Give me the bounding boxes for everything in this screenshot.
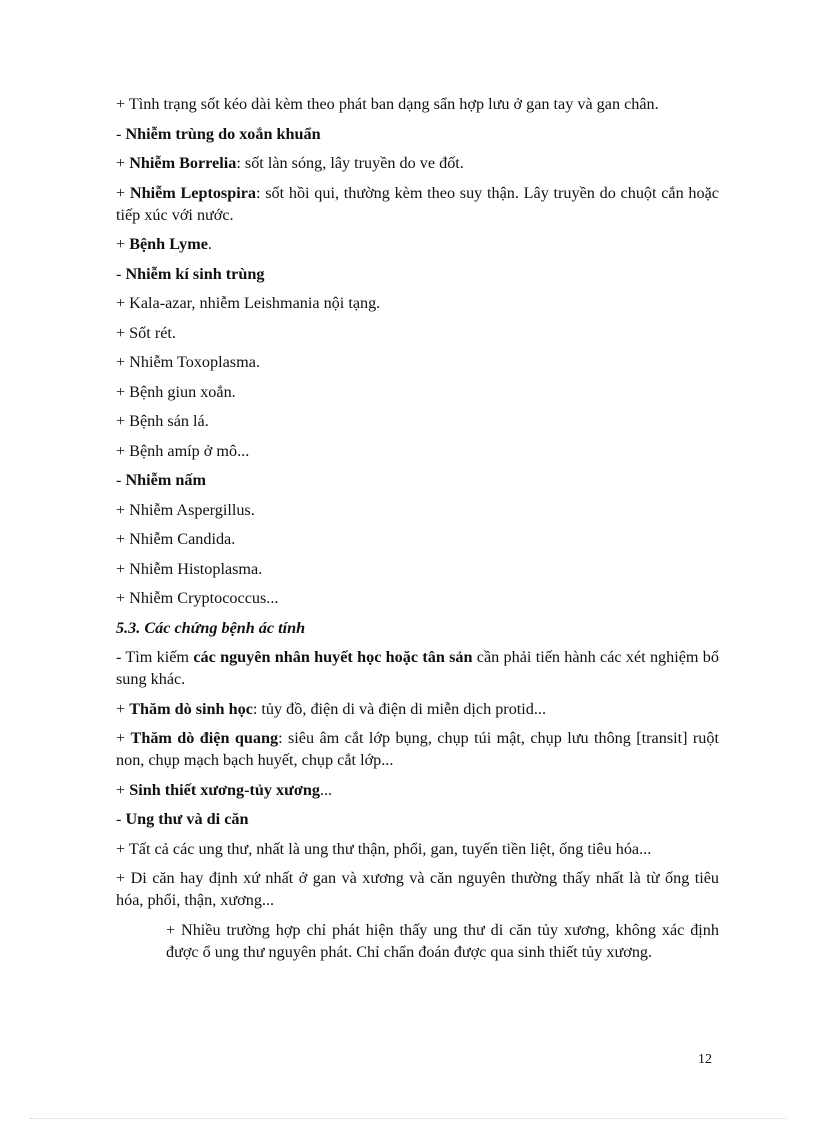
paragraph: - Tìm kiếm các nguyên nhân huyết học hoặc tân sản cần phải tiến hành các xét nghiệm bổ sung khác. [116, 648, 719, 688]
list-item: + Bệnh giun xoắn. [116, 382, 236, 401]
paragraph: + Di căn hay định xứ nhất ở gan và xương và căn nguyên thường thấy nhất là từ ống tiêu hóa, phổi, thận, xương... [116, 869, 719, 909]
section-heading: 5.3. Các chứng bệnh ác tính [116, 618, 306, 637]
subheading: - Nhiễm trùng do xoắn khuẩn [116, 124, 321, 143]
list-item: + Nhiễm Candida. [116, 530, 236, 548]
subheading: - Nhiễm kí sinh trùng [116, 264, 265, 283]
page-bottom-divider [30, 1118, 786, 1119]
page-number: 12 [698, 1052, 712, 1067]
list-item: + Nhiễm Histoplasma. [116, 559, 263, 578]
paragraph: + Bệnh Lyme. [116, 235, 212, 253]
paragraph: + Tất cả các ung thư, nhất là ung thư thận, phổi, gan, tuyến tiền liệt, ống tiêu hóa... [116, 839, 652, 858]
subheading: - Nhiễm nấm [116, 471, 206, 489]
list-item: + Nhiễm Cryptococcus... [116, 589, 279, 607]
indented-paragraph: + Nhiều trường hợp chỉ phát hiện thấy ung thư di căn tủy xương, không xác định được ổ ung thư nguyên phát. Chỉ chẩn đoán được qua sinh thiết tủy xương. [166, 920, 719, 961]
paragraph: + Thăm dò điện quang: siêu âm cắt lớp bụng, chụp túi mật, chụp lưu thông [transit] ruột non, chụp mạch bạch huyết, chụp cắt lớp... [116, 729, 719, 769]
paragraph: + Thăm dò sinh học: tủy đồ, điện di và điện di miễn dịch protid... [116, 699, 547, 718]
list-item: + Nhiễm Aspergillus. [116, 500, 255, 519]
subheading: - Ung thư và di căn [116, 810, 249, 828]
document-body [116, 93, 719, 970]
paragraph: + Sinh thiết xương-tủy xương... [116, 780, 333, 799]
list-item: + Kala-azar, nhiễm Leishmania nội tạng. [116, 294, 381, 312]
list-item: + Bệnh amíp ở mô... [116, 441, 250, 460]
list-item: + Bệnh sán lá. [116, 412, 209, 430]
paragraph: + Nhiễm Leptospira: sốt hồi qui, thường kèm theo suy thận. Lây truyền do chuột cắn hoặc tiếp xúc với nước. [116, 183, 719, 224]
list-item: + Nhiễm Toxoplasma. [116, 353, 260, 371]
paragraph: + Tình trạng sốt kéo dài kèm theo phát ban dạng sẩn hợp lưu ở gan tay và gan chân. [116, 95, 659, 113]
list-item: + Sốt rét. [116, 323, 176, 342]
paragraph: + Nhiễm Borrelia: sốt làn sóng, lây truyền do ve đốt. [116, 154, 464, 172]
